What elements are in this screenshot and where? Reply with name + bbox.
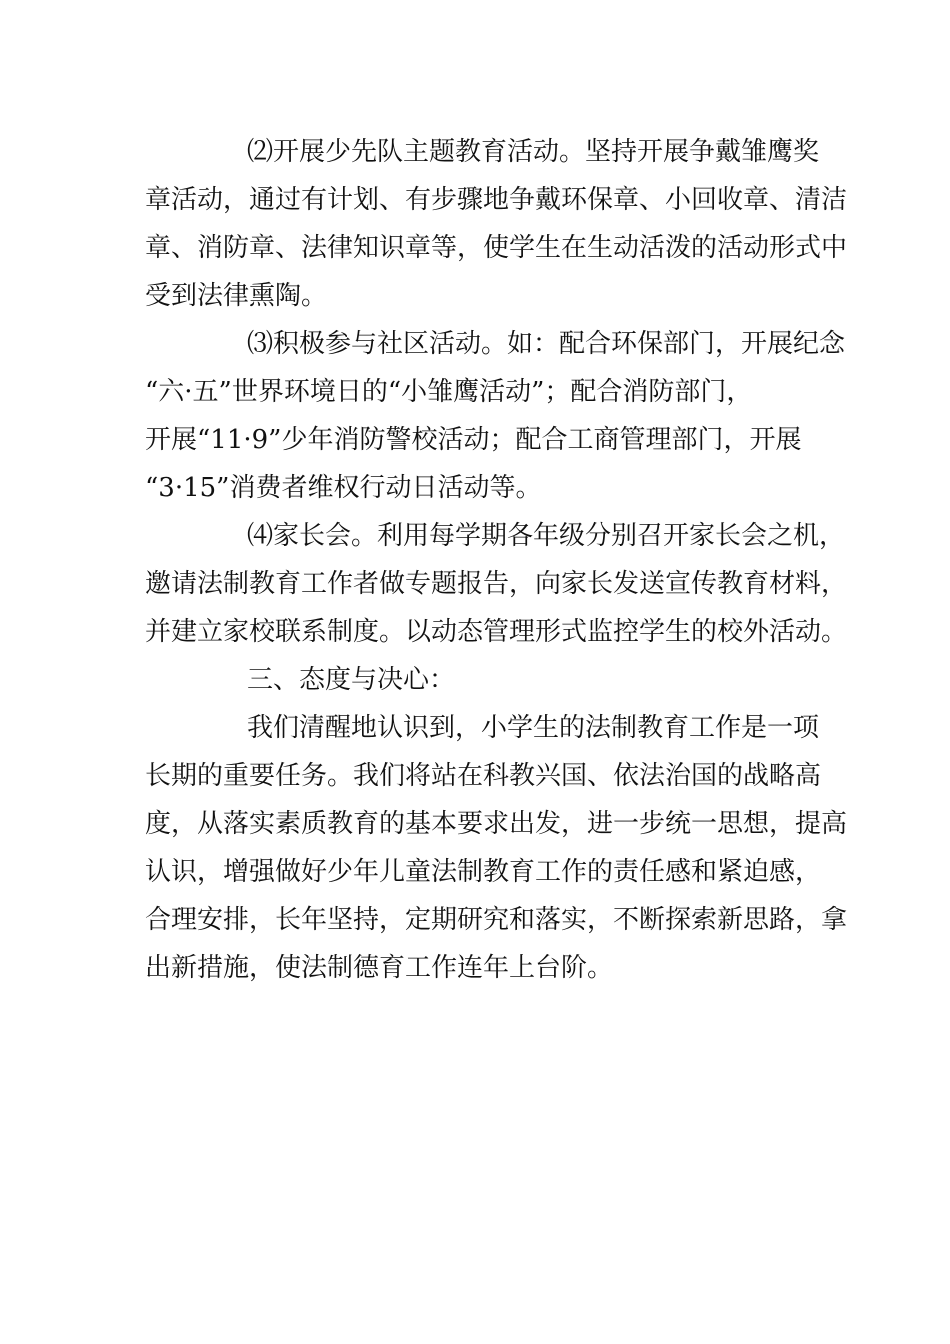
paragraph-2-line-1: ⑵开展少先队主题教育活动。坚持开展争戴雏鹰奖	[247, 137, 820, 167]
paragraph-4-line-1: ⑷家长会。利用每学期各年级分别召开家长会之机，	[247, 521, 846, 551]
closing-paragraph-line-2: 长期的重要任务。我们将站在科教兴国、依法治国的战略高	[145, 761, 822, 791]
paragraph-2-line-4: 受到法律熏陶。	[145, 281, 328, 311]
paragraph-2-line-3: 章、消防章、法律知识章等，使学生在生动活泼的活动形式中	[145, 233, 848, 263]
paragraph-3-line-3: 开展“11·9”少年消防警校活动；配合工商管理部门，开展	[145, 425, 802, 455]
closing-paragraph-line-5: 合理安排，长年坚持，定期研究和落实，不断探索新思路，拿	[145, 905, 848, 935]
paragraph-4-line-2: 邀请法制教育工作者做专题报告，向家长发送宣传教育材料，	[145, 569, 848, 599]
paragraph-4-line-3: 并建立家校联系制度。以动态管理形式监控学生的校外活动。	[145, 617, 848, 647]
paragraph-3-line-2: “六·五”世界环境日的“小雏鹰活动”；配合消防部门，	[145, 377, 753, 407]
paragraph-3-line-1: ⑶积极参与社区活动。如：配合环保部门，开展纪念	[247, 329, 846, 359]
closing-paragraph-line-4: 认识，增强做好少年儿童法制教育工作的责任感和紧迫感，	[145, 857, 822, 887]
paragraph-2-line-2: 章活动，通过有计划、有步骤地争戴环保章、小回收章、清洁	[145, 185, 848, 215]
section-heading: 三、态度与决心：	[247, 665, 456, 695]
document-body	[145, 128, 848, 992]
closing-paragraph-line-3: 度，从落实素质教育的基本要求出发，进一步统一思想，提高	[145, 809, 848, 839]
paragraph-3-line-4: “3·15”消费者维权行动日活动等。	[145, 473, 542, 503]
closing-paragraph-line-1: 我们清醒地认识到，小学生的法制教育工作是一项	[247, 713, 820, 743]
closing-paragraph-line-6: 出新措施，使法制德育工作连年上台阶。	[145, 953, 614, 983]
